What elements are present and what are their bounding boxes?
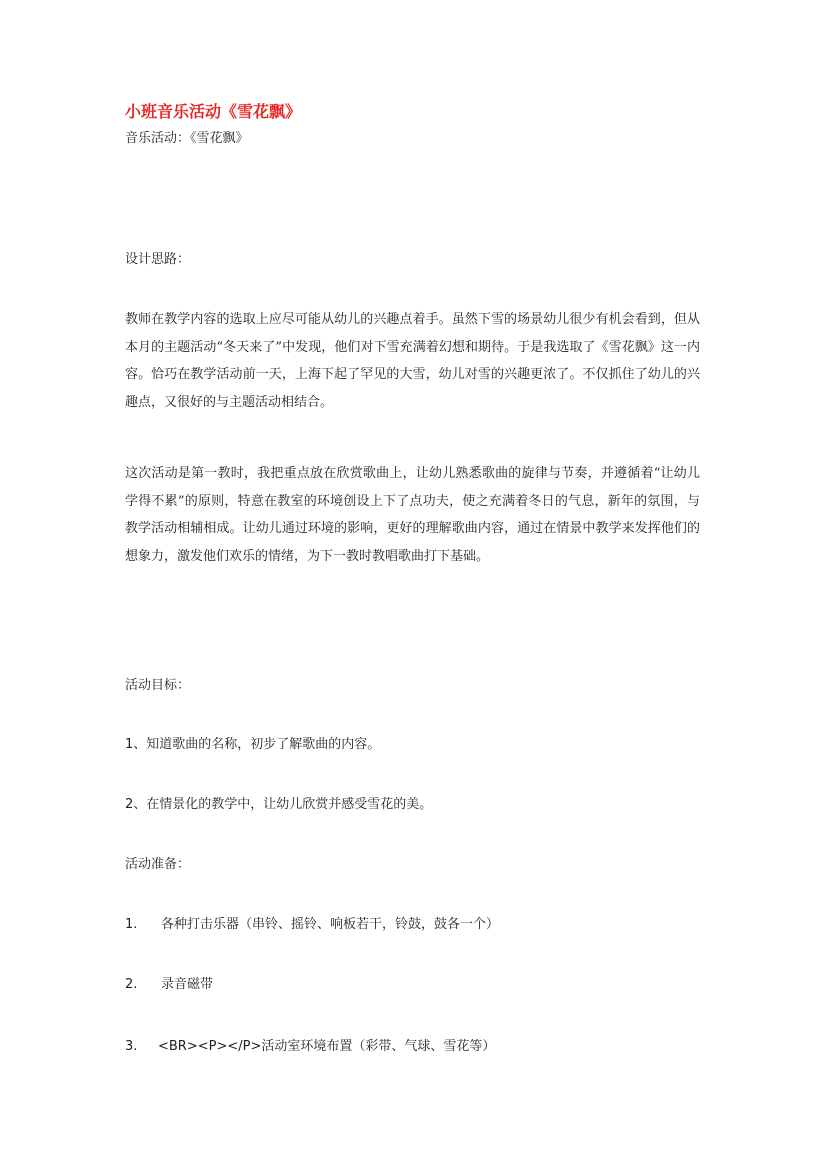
design-heading: 设计思路： [125, 252, 191, 267]
preparation-item-2 [125, 975, 213, 995]
preparation-item-1 [125, 915, 499, 935]
preparation-number: 3. [125, 1039, 138, 1054]
preparation-text: 活动室环境布置（彩带、气球、雪花等） [261, 1039, 496, 1054]
goal-text: 、在情景化的教学中，让幼儿欣赏并感受雪花的美。 [133, 797, 433, 812]
preparation-number: 1. [125, 917, 138, 932]
design-paragraph-1: 教师在教学内容的选取上应尽可能从幼儿的兴趣点着手。虽然下雪的场景幼儿很少有机会看到，但从本月的主题活动“冬天来了”中发现，他们对下雪充满着幻想和期待。于是我选取了《雪花飘》这一内容。恰巧在教学活动前一天，上海下起了罕见的大雪，幼儿对雪的兴趣更浓了。不仅抓住了幼儿的兴趣点，又很好的与主题活动相结合。 [125, 312, 700, 410]
goal-item-2 [125, 795, 432, 815]
goal-text: 、知道歌曲的名称，初步了解歌曲的内容。 [133, 737, 381, 752]
document-title: 小班音乐活动《雪花飘》 [125, 102, 302, 121]
design-paragraph-2: 这次活动是第一教时，我把重点放在欣赏歌曲上，让幼儿熟悉歌曲的旋律与节奏，并遵循着“让幼儿学得不累”的原则，特意在教室的环境创设上下了点功夫，使之充满着冬日的气息，新年的氛围，与教学活动相辅相成。让幼儿通过环境的影响，更好的理解歌曲内容，通过在情景中教学来发挥他们的想象力，激发他们欢乐的情绪，为下一教时教唱歌曲打下基础。 [125, 466, 700, 564]
html-tag-text: <BR><P></P> [158, 1039, 262, 1054]
goal-item-1 [125, 735, 380, 755]
preparation-item-3 [125, 1037, 495, 1057]
goal-number: 2 [125, 797, 134, 812]
goal-number: 1 [125, 737, 134, 752]
preparation-number: 2. [125, 977, 138, 992]
preparation-text: 各种打击乐器（串铃、摇铃、响板若干，铃鼓，鼓各一个） [161, 917, 500, 932]
goals-heading: 活动目标： [125, 678, 191, 693]
document-subtitle: 音乐活动：《雪花飘》 [125, 131, 249, 146]
preparation-text: 录音磁带 [161, 977, 214, 992]
preparation-heading: 活动准备： [125, 857, 191, 872]
